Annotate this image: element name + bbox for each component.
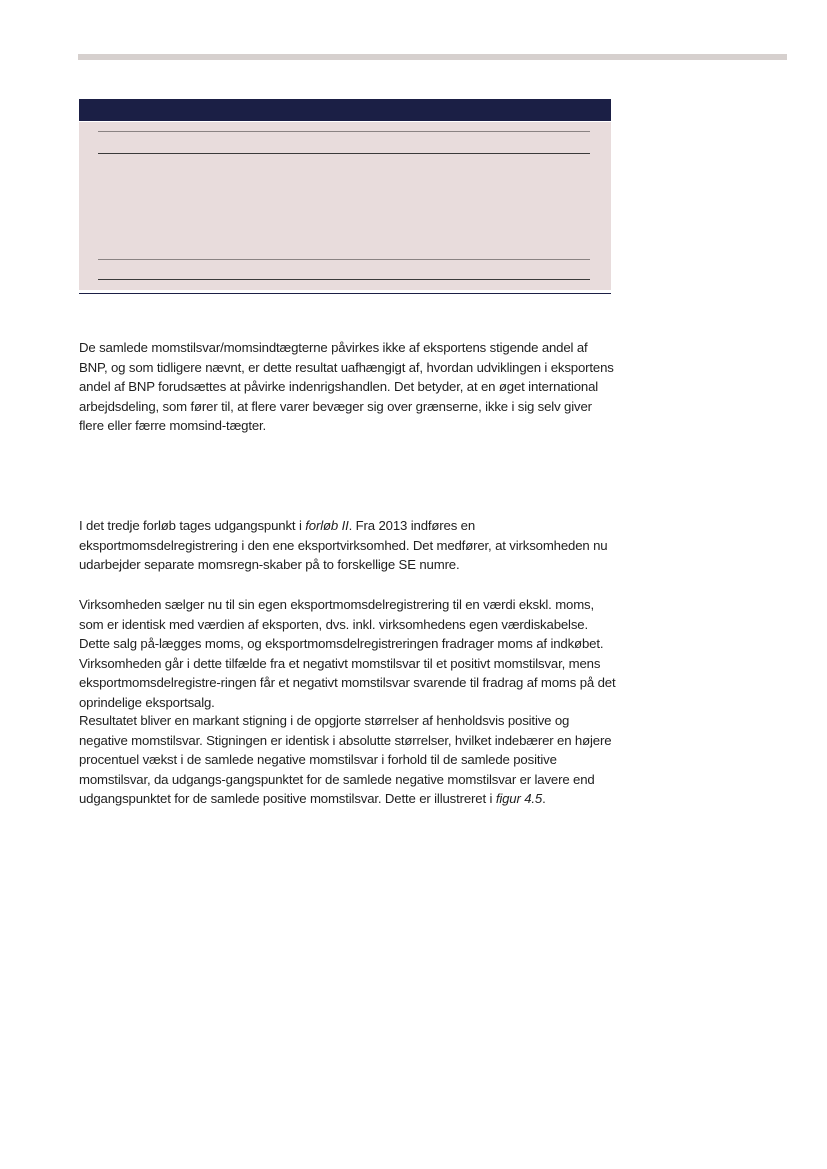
table-rule-bottom (98, 279, 590, 280)
reference-forloeb-ii: forløb II (305, 518, 349, 533)
table-body-panel (79, 122, 611, 290)
page-header-rule (78, 54, 787, 60)
reference-figure-4-5: figur 4.5 (495, 791, 543, 807)
table-rule-bottom-thin (98, 259, 590, 260)
table-bottom-rule (79, 293, 611, 294)
table-rule-top (98, 153, 590, 154)
paragraph-sales-registration (79, 595, 619, 713)
paragraph-export-share (79, 338, 619, 436)
paragraph-text: De samlede momstilsvar/momsindtægterne påvirkes ikke af eksportens stigende andel af BNP, og som tidligere nævnt, er dette resultat uafhængigt af, hvordan udviklingen i eksportens andel af BNP forudsættes at påvirke indenrigshandlen. Det betyder, at en øget international arbejdsdeling, som fører til, at flere varer bevæger sig over grænserne, ikke i sig selv giver flere eller færre momsind-tægter. (79, 340, 614, 434)
paragraph-text: Resultatet bliver en markant stigning i de opgjorte størrelser af henholdsvis positive og negative momstilsvar. Stigningen er identisk i absolutte størrelser, hvilket indebærer en højere procentuel vækst i de samlede negative momstilsvar i forhold til de samlede positive momstilsvar, da udgangs-gangspunktet for de samlede negative momstilsvar er lavere end udgangspunktet for de samlede positive momstilsvar. Dette er illustreret i (79, 713, 612, 807)
paragraph-text: . Fra 2013 indføres en eksportmomsdelregistrering i den ene eksportvirksomhed. Det medfører, at virksomheden nu udarbejder separate momsregn-skaber på to forskellige SE numre. (79, 518, 608, 573)
paragraph-text: Virksomheden sælger nu til sin egen eksportmomsdelregistrering til en værdi ekskl. moms, som er identisk med værdien af eksporten, dvs. inkl. virksomhedens egen værdiskabelse. Dette salg på-lægges moms, og eksportmomsdelregistreringen fradrager moms af indkøbet. Virksomheden går i dette tilfælde fra et negativt momstilsvar til et positivt momstilsvar, mens eksportmomsdelregistre-ringen får et negativt momstilsvar svarende til fradrag af moms på det oprindelige eksportsalg. (79, 597, 616, 710)
paragraph-result (79, 711, 619, 809)
paragraph-text: I det tredje forløb tages udgangspunkt i (79, 518, 306, 533)
table-rule-top-thin (98, 131, 590, 132)
paragraph-text: . (542, 791, 546, 807)
table-header-bar (79, 99, 611, 121)
paragraph-third-scenario (79, 516, 619, 575)
